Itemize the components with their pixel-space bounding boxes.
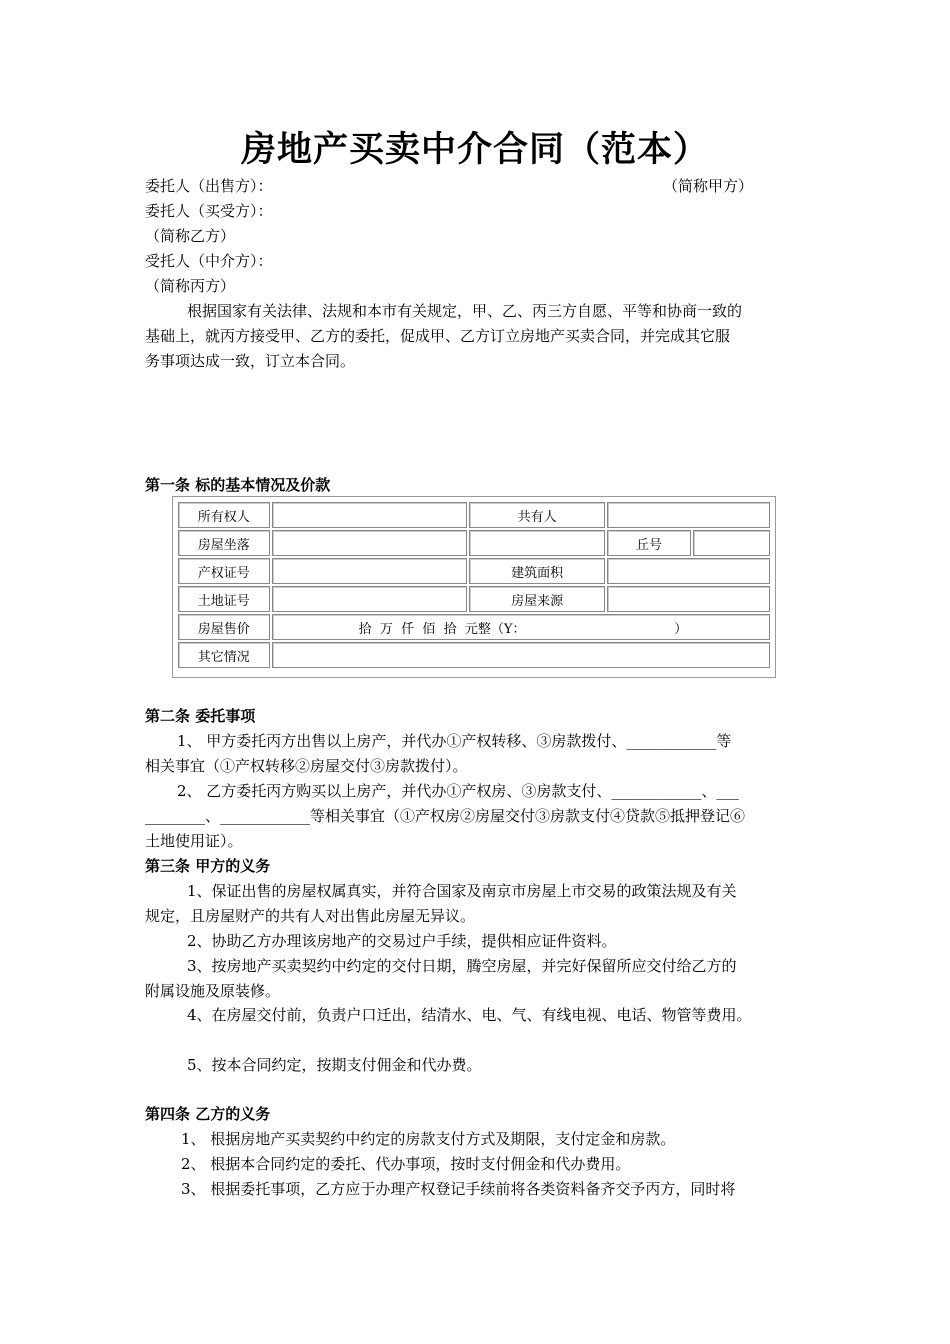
intro-line: 务事项达成一致，订立本合同。 xyxy=(145,352,356,370)
land-cert-label: 土地证号 xyxy=(178,586,270,612)
article4-line: 1、 根据房地产买卖契约中约定的房款支付方式及期限，支付定金和房款。 xyxy=(181,1130,676,1148)
article2-line: 2、 乙方委托丙方购买以上房产，并代办①产权房、③房款支付、____________、___ xyxy=(177,782,739,800)
location-value-2[interactable] xyxy=(469,530,605,556)
source-value[interactable] xyxy=(607,586,770,612)
article3-line: 附属设施及原装修。 xyxy=(145,982,281,1000)
article1-heading: 第一条 标的基本情况及价款 xyxy=(145,476,331,494)
article2-line: ________、____________等相关事宜（①产权房②房屋交付③房款支付④贷款⑤抵押登记⑥ xyxy=(145,807,746,825)
area-value[interactable] xyxy=(607,558,770,584)
table-row xyxy=(178,558,770,584)
other-value[interactable] xyxy=(272,642,770,668)
co-owner-label: 共有人 xyxy=(469,502,605,528)
owner-label: 所有权人 xyxy=(178,502,270,528)
document-title: 房地产买卖中介合同（范本） xyxy=(240,129,709,170)
cert-label: 产权证号 xyxy=(178,558,270,584)
location-label: 房屋坐落 xyxy=(178,530,270,556)
buyer-label: 委托人（买受方）： xyxy=(145,202,273,220)
table-row xyxy=(178,614,770,640)
area-label: 建筑面积 xyxy=(469,558,605,584)
source-label: 房屋来源 xyxy=(469,586,605,612)
article3-line: 规定，且房屋财产的共有人对出售此房屋无异议。 xyxy=(145,907,476,925)
owner-value[interactable] xyxy=(272,502,467,528)
agent-alias: （简称丙方） xyxy=(145,277,236,295)
article3-line: 3、按房地产买卖契约中约定的交付日期，腾空房屋，并完好保留所应交付给乙方的 xyxy=(187,957,737,975)
property-table xyxy=(172,496,776,678)
table-row xyxy=(178,586,770,612)
intro-line: 基础上，就丙方接受甲、乙方的委托，促成甲、乙方订立房地产买卖合同，并完成其它服 xyxy=(145,327,731,345)
intro-line: 根据国家有关法律、法规和本市有关规定，甲、乙、丙三方自愿、平等和协商一致的 xyxy=(187,302,743,320)
lot-value[interactable] xyxy=(693,530,770,556)
table-row xyxy=(178,642,770,668)
price-value[interactable]: 拾 万 仟 佰 拾 元整（Y： ） xyxy=(272,614,770,640)
buyer-alias: （简称乙方） xyxy=(145,227,236,245)
article3-heading: 第三条 甲方的义务 xyxy=(145,857,271,875)
table-row xyxy=(178,502,770,528)
article3-line: 1、保证出售的房屋权属真实，并符合国家及南京市房屋上市交易的政策法规及有关 xyxy=(187,882,737,900)
location-value[interactable] xyxy=(272,530,467,556)
article3-line: 4、在房屋交付前，负责户口迁出，结清水、电、气、有线电视、电话、物管等费用。 xyxy=(187,1006,752,1024)
article2-line: 1、 甲方委托丙方出售以上房产，并代办①产权转移、③房款拨付、____________等 xyxy=(177,732,732,750)
table-row xyxy=(178,530,770,556)
article2-line: 相关事宜（①产权转移②房屋交付③房款拨付）。 xyxy=(145,757,468,775)
land-cert-value[interactable] xyxy=(272,586,467,612)
co-owner-value[interactable] xyxy=(607,502,770,528)
article4-line: 3、 根据委托事项，乙方应于办理产权登记手续前将各类资料备齐交予丙方，同时将 xyxy=(181,1180,736,1198)
seller-label: 委托人（出售方）： xyxy=(145,177,273,195)
article3-line: 2、协助乙方办理该房地产的交易过户手续，提供相应证件资料。 xyxy=(187,932,617,950)
seller-alias: （简称甲方） xyxy=(663,177,754,195)
article4-heading: 第四条 乙方的义务 xyxy=(145,1105,271,1123)
article3-line: 5、按本合同约定，按期支付佣金和代办费。 xyxy=(187,1056,482,1074)
article2-line: 土地使用证）。 xyxy=(145,832,243,850)
agent-label: 受托人（中介方）： xyxy=(145,252,273,270)
price-label: 房屋售价 xyxy=(178,614,270,640)
other-label: 其它情况 xyxy=(178,642,270,668)
lot-label: 丘号 xyxy=(607,530,690,556)
article4-line: 2、 根据本合同约定的委托、代办事项，按时支付佣金和代办费用。 xyxy=(181,1155,631,1173)
cert-value[interactable] xyxy=(272,558,467,584)
article2-heading: 第二条 委托事项 xyxy=(145,707,256,725)
